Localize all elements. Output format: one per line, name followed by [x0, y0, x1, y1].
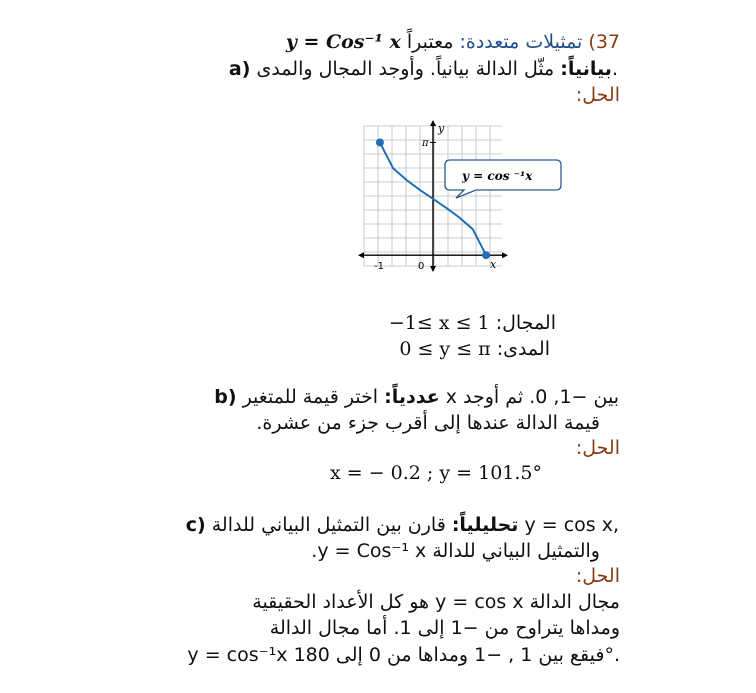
part-c-answer1: مجال الدالة y = cos x هو كل الأعداد الحقيقية — [252, 591, 620, 613]
zero-tick-label: 0 — [418, 261, 425, 272]
y-axis-arrow-up — [430, 120, 436, 126]
arccos-graph — [356, 118, 570, 280]
range-label: المدى: — [496, 338, 550, 360]
part-a-label: بيانياً: — [560, 58, 612, 80]
part-a-letter: a) — [228, 58, 251, 80]
part-b-answer: x = − 0.2 ; y = 101.5° — [330, 462, 542, 484]
part-c-answer2: ومداها يتراوح من −1 إلى 1. أما مجال الدالة — [269, 617, 620, 639]
graph-callout-text: y = cos ⁻¹x — [462, 169, 533, 183]
solution-label-c: الحل: — [575, 565, 620, 587]
range-line — [399, 337, 550, 361]
part-c-label: تحليلياً: — [451, 514, 519, 536]
domain-line — [389, 311, 556, 335]
x-axis-label: x — [490, 258, 497, 271]
solution-label-b: الحل: — [575, 437, 620, 459]
neg-one-tick-label: -1 — [374, 261, 384, 272]
part-a — [18, 57, 618, 81]
part-c-line1 — [0, 513, 619, 537]
curve-endpoint-left — [376, 138, 384, 146]
part-b-line1 — [19, 385, 619, 409]
pi-tick-label: π — [422, 138, 429, 149]
question-number: 37) — [588, 31, 620, 53]
solution-label-a: الحل: — [575, 84, 620, 106]
range-value: 0 ≤ y ≤ π — [399, 338, 491, 360]
x-axis-arrow-left — [358, 252, 364, 258]
y-axis-arrow-down — [430, 266, 436, 272]
part-b-letter: b) — [214, 386, 237, 408]
question-title-tail: معتبراً — [406, 31, 454, 53]
domain-label: المجال: — [495, 312, 556, 334]
part-b-label: عددياً: — [384, 386, 440, 408]
part-b-text1: اختر قيمة للمتغير x بين −1, 0. ثم أوجد — [242, 386, 619, 408]
part-c-letter: c) — [185, 514, 206, 536]
domain-value: −1≤ x ≤ 1 — [388, 312, 490, 334]
y-axis-label: y — [438, 122, 445, 135]
x-axis-arrow-right — [502, 252, 508, 258]
curve-endpoint-right — [482, 251, 490, 259]
part-c-text1: قارن بين التمثيل البياني للدالة y = cos x, — [211, 514, 619, 536]
part-c-answer3: y = cos⁻¹x فيقع بين 1 , −1 ومداها من 0 إلى 180°. — [187, 644, 620, 666]
question-header — [100, 30, 620, 54]
question-title: تمثيلات متعددة: — [459, 31, 583, 53]
part-b-text2: قيمة الدالة عندها إلى أقرب جزء من عشرة. — [256, 412, 600, 434]
part-c-text2: والتمثيل البياني للدالة y = Cos⁻¹ x. — [311, 540, 600, 562]
part-a-text: مثّل الدالة بيانياً. وأوجد المجال والمدى. — [256, 58, 618, 80]
question-equation: y = Cos⁻¹ x — [285, 31, 401, 53]
